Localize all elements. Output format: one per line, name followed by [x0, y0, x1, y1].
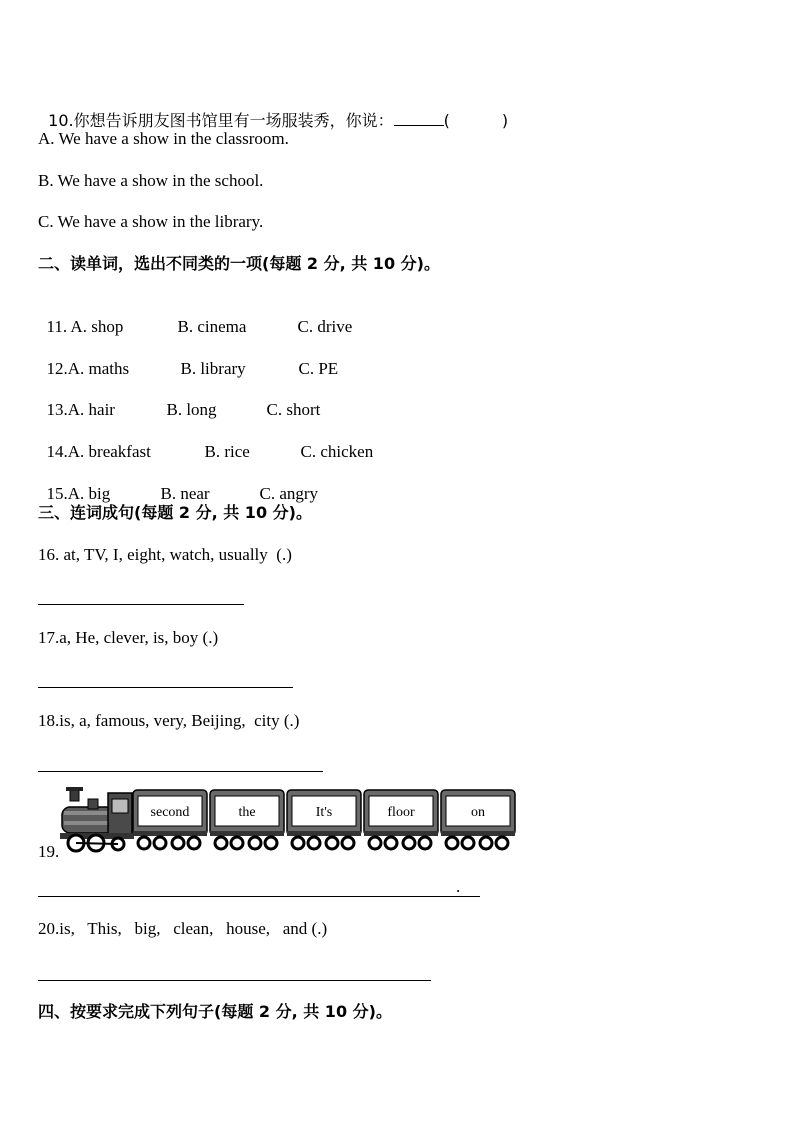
option-c: C. angry — [259, 484, 319, 503]
option-c: C. PE — [298, 359, 339, 378]
question-16: 16. at, TV, I, eight, watch, usually (.) — [38, 545, 292, 564]
train-picture — [60, 787, 516, 853]
option-c: C. drive — [297, 317, 353, 336]
question-18: 18.is, a, famous, very, Beijing, city (.) — [38, 711, 300, 730]
paren-close: ) — [501, 111, 509, 130]
locomotive-icon — [60, 787, 134, 851]
train-car-word: floor — [387, 805, 415, 820]
sentence-end-mark: . — [456, 877, 461, 896]
option-b: B. rice — [204, 442, 250, 461]
option-b: B. We have a show in the school. — [38, 171, 264, 190]
answer-line-20[interactable] — [38, 980, 431, 981]
answer-line-18[interactable] — [38, 771, 323, 772]
train-car-word: the — [238, 805, 256, 820]
question-10-text: 10.你想告诉朋友图书馆里有一场服装秀，你说： — [48, 111, 394, 130]
option-b: B. near — [160, 484, 210, 503]
option-a: 14.A. breakfast — [46, 442, 151, 461]
option-c: C. short — [266, 400, 321, 419]
train-car — [210, 790, 284, 849]
question-19-number: 19. — [38, 842, 60, 861]
answer-line-17[interactable] — [38, 687, 293, 688]
question-12 — [38, 336, 338, 380]
train-car-word: It's — [315, 805, 333, 820]
train-car — [364, 790, 438, 849]
train-car-word: on — [471, 805, 485, 820]
option-a: 12.A. maths — [46, 359, 130, 378]
answer-line-19[interactable] — [38, 896, 480, 897]
option-b: B. cinema — [177, 317, 247, 336]
option-b: B. library — [180, 359, 246, 378]
question-11 — [38, 294, 352, 338]
question-17: 17.a, He, clever, is, boy (.) — [38, 628, 219, 647]
train-car-word: second — [150, 805, 190, 820]
question-20: 20.is, This, big, clean, house, and (.) — [38, 919, 328, 938]
section-3-heading: 三、连词成句(每题 2 分, 共 10 分)。 — [38, 503, 312, 522]
option-a: A. We have a show in the classroom. — [38, 129, 289, 148]
question-15 — [38, 461, 318, 505]
answer-blank[interactable] — [394, 109, 444, 126]
question-10 — [38, 87, 508, 132]
option-a: 11. A. shop — [46, 317, 124, 336]
train-car — [133, 790, 207, 849]
option-a: 13.A. hair — [46, 400, 115, 419]
paren-open: ( — [443, 111, 450, 130]
train-car — [441, 790, 515, 849]
question-14 — [38, 419, 373, 463]
option-c: C. chicken — [300, 442, 374, 461]
option-c: C. We have a show in the library. — [38, 212, 264, 231]
option-a: 15.A. big — [46, 484, 111, 503]
answer-line-16[interactable] — [38, 604, 244, 605]
section-2-heading: 二、读单词，选出不同类的一项(每题 2 分, 共 10 分)。 — [38, 254, 440, 273]
section-4-heading: 四、按要求完成下列句子(每题 2 分, 共 10 分)。 — [38, 1002, 392, 1021]
option-b: B. long — [166, 400, 217, 419]
train-car — [287, 790, 361, 849]
question-13 — [38, 377, 320, 421]
